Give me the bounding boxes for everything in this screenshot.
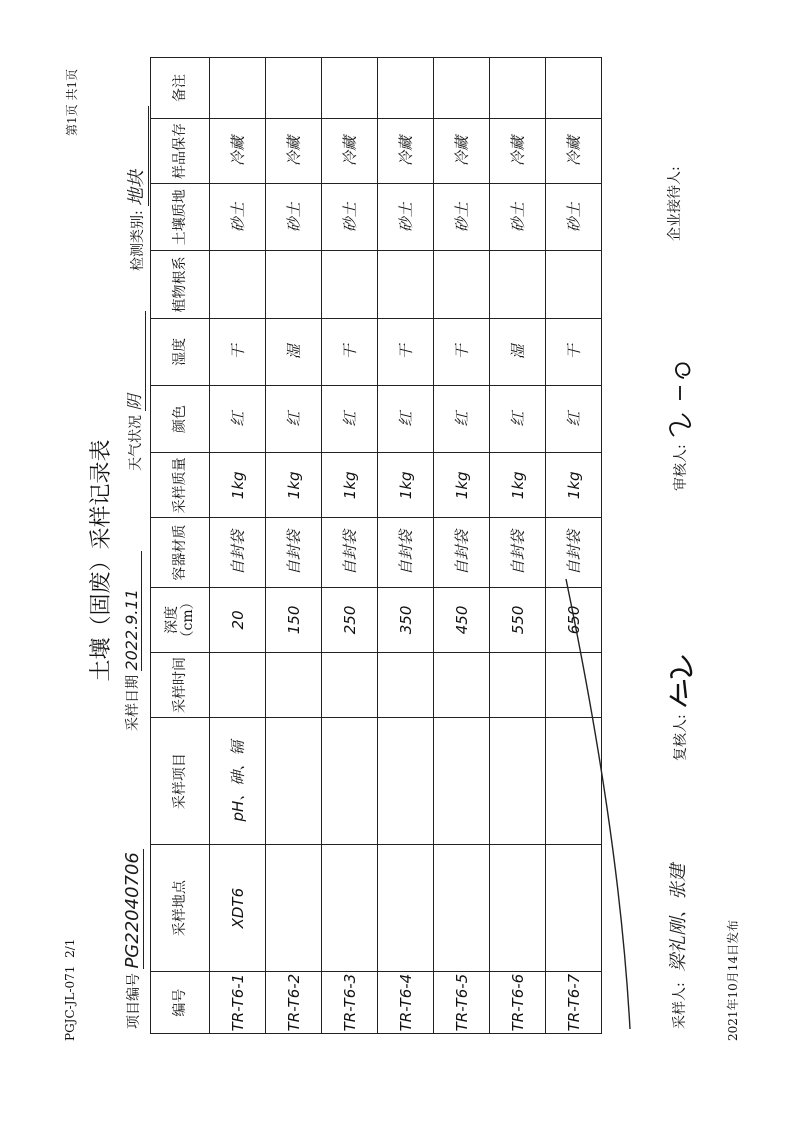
cell-container: 自封袋 — [434, 518, 490, 587]
table-row — [266, 58, 322, 1034]
enterprise-field — [664, 166, 684, 241]
cell-roots — [266, 251, 322, 318]
project-no-field — [122, 849, 144, 1029]
cell-id: TR-T6-2 — [266, 972, 322, 1034]
table-row — [490, 58, 546, 1034]
rechecker-field — [664, 650, 698, 761]
cell-mass: 1kg — [266, 453, 322, 518]
cell-texture: 砂土 — [210, 184, 266, 251]
cell-time — [210, 652, 266, 717]
enterprise-label: 企业接待人: — [667, 166, 683, 241]
sampling-date-label: 采样日期 — [125, 675, 141, 731]
cell-storage: 冷藏 — [378, 118, 434, 183]
cell-mass: 1kg — [378, 453, 434, 518]
sampler-label: 采样人: — [672, 982, 688, 1029]
test-category-field — [122, 106, 149, 271]
table-row — [378, 58, 434, 1034]
cell-storage: 冷藏 — [490, 118, 546, 183]
col-header-roots: 植物根系 — [151, 251, 210, 318]
sampling-record-table — [150, 57, 602, 1034]
cell-color: 红 — [210, 385, 266, 452]
cell-time — [322, 652, 378, 717]
cell-item — [378, 718, 434, 845]
cell-roots — [378, 251, 434, 318]
cell-id: TR-T6-1 — [210, 972, 266, 1034]
cell-location — [434, 845, 490, 972]
col-header-item: 采样项目 — [151, 718, 210, 845]
cell-storage: 冷藏 — [546, 118, 602, 183]
table-row — [322, 58, 378, 1034]
cell-container: 自封袋 — [210, 518, 266, 587]
cell-depth: 550 — [490, 587, 546, 652]
cell-texture: 砂土 — [490, 184, 546, 251]
cell-remark — [322, 58, 378, 119]
cell-depth: 650 — [546, 587, 602, 652]
page-label: 第1页 共1页 — [65, 68, 79, 136]
reviewer-label: 审核人: — [673, 444, 689, 491]
table-row — [434, 58, 490, 1034]
cell-roots — [434, 251, 490, 318]
cell-color: 红 — [322, 385, 378, 452]
sampler-field — [664, 864, 690, 1029]
weather-field — [122, 311, 146, 471]
issue-date: 2021年10月14日发布 — [726, 919, 740, 1041]
cell-mass: 1kg — [210, 453, 266, 518]
cell-location — [322, 845, 378, 972]
test-category-label: 检测类别: — [130, 210, 146, 271]
cell-container: 自封袋 — [322, 518, 378, 587]
col-header-storage: 样品保存 — [151, 118, 210, 183]
cell-storage: 冷藏 — [210, 118, 266, 183]
cell-item: pH、砷、镉 — [210, 718, 266, 845]
cell-location — [378, 845, 434, 972]
cell-color: 红 — [434, 385, 490, 452]
cell-texture: 砂土 — [322, 184, 378, 251]
cell-remark — [490, 58, 546, 119]
cell-humidity: 干 — [546, 318, 602, 385]
test-category-value: 地块 — [122, 106, 149, 206]
reviewer-field — [664, 350, 698, 491]
cell-id: TR-T6-4 — [378, 972, 434, 1034]
cell-location — [490, 845, 546, 972]
cell-mass: 1kg — [490, 453, 546, 518]
cell-item — [322, 718, 378, 845]
cell-texture: 砂土 — [378, 184, 434, 251]
cell-mass: 1kg — [434, 453, 490, 518]
cell-humidity: 干 — [322, 318, 378, 385]
cell-color: 红 — [378, 385, 434, 452]
col-header-remark: 备注 — [151, 58, 210, 119]
cell-container: 自封袋 — [378, 518, 434, 587]
cell-id: TR-T6-6 — [490, 972, 546, 1034]
col-header-mass: 采样质量 — [151, 453, 210, 518]
col-header-location: 采样地点 — [151, 845, 210, 972]
cell-roots — [490, 251, 546, 318]
col-header-container: 容器材质 — [151, 518, 210, 587]
cell-id: TR-T6-7 — [546, 972, 602, 1034]
cell-color: 红 — [546, 385, 602, 452]
rechecker-signature — [664, 650, 698, 710]
cell-remark — [266, 58, 322, 119]
col-header-humidity: 湿度 — [151, 318, 210, 385]
sampler-signature: 梁礼刚、张建 — [668, 863, 689, 972]
weather-value: 阴 — [122, 311, 146, 411]
cell-id: TR-T6-3 — [322, 972, 378, 1034]
table-row — [210, 58, 266, 1034]
rechecker-label: 复核人: — [673, 714, 689, 761]
cell-remark — [210, 58, 266, 119]
cell-mass: 1kg — [322, 453, 378, 518]
cell-depth: 450 — [434, 587, 490, 652]
form-version: 2/1 — [63, 938, 77, 958]
void-strike-line — [560, 574, 640, 1034]
reviewer-signature — [664, 350, 698, 440]
cell-roots — [210, 251, 266, 318]
project-no-label: 项目编号 — [126, 973, 142, 1029]
cell-humidity: 干 — [434, 318, 490, 385]
sampling-date-field — [122, 551, 142, 731]
col-header-color: 颜色 — [151, 385, 210, 452]
cell-storage: 冷藏 — [322, 118, 378, 183]
cell-container: 自封袋 — [266, 518, 322, 587]
cell-container: 自封袋 — [546, 518, 602, 587]
col-header-texture: 土壤质地 — [151, 184, 210, 251]
cell-container: 自封袋 — [490, 518, 546, 587]
cell-item — [434, 718, 490, 845]
cell-depth: 150 — [266, 587, 322, 652]
cell-remark — [434, 58, 490, 119]
cell-humidity: 干 — [378, 318, 434, 385]
cell-location — [266, 845, 322, 972]
cell-depth: 350 — [378, 587, 434, 652]
weather-label: 天气状况 — [128, 415, 144, 471]
cell-storage: 冷藏 — [434, 118, 490, 183]
cell-color: 红 — [266, 385, 322, 452]
cell-id: TR-T6-5 — [434, 972, 490, 1034]
cell-item — [490, 718, 546, 845]
project-no-value: PG22040706 — [122, 849, 144, 969]
cell-texture: 砂土 — [546, 184, 602, 251]
cell-time — [490, 652, 546, 717]
cell-remark — [546, 58, 602, 119]
cell-color: 红 — [490, 385, 546, 452]
cell-time — [434, 652, 490, 717]
form-code-text: PGJC-JL-071 — [63, 965, 77, 1041]
cell-storage: 冷藏 — [266, 118, 322, 183]
cell-remark — [378, 58, 434, 119]
cell-depth: 20 — [210, 587, 266, 652]
cell-mass: 1kg — [546, 453, 602, 518]
cell-texture: 砂土 — [266, 184, 322, 251]
col-header-id: 编号 — [151, 972, 210, 1034]
cell-depth: 250 — [322, 587, 378, 652]
cell-roots — [322, 251, 378, 318]
cell-humidity: 湿 — [490, 318, 546, 385]
cell-item — [266, 718, 322, 845]
col-header-time: 采样时间 — [151, 652, 210, 717]
cell-texture: 砂土 — [434, 184, 490, 251]
cell-roots — [546, 251, 602, 318]
cell-time — [378, 652, 434, 717]
cell-humidity: 干 — [210, 318, 266, 385]
table-header-row — [151, 58, 210, 1034]
page-title: 土壤（固废）采样记录表 — [89, 439, 114, 682]
cell-time — [266, 652, 322, 717]
cell-humidity: 湿 — [266, 318, 322, 385]
col-header-depth: 深度（cm） — [151, 587, 210, 652]
form-code — [63, 939, 77, 1041]
cell-location: XDT6 — [210, 845, 266, 972]
sampling-date-value: 2022.9.11 — [122, 551, 142, 671]
